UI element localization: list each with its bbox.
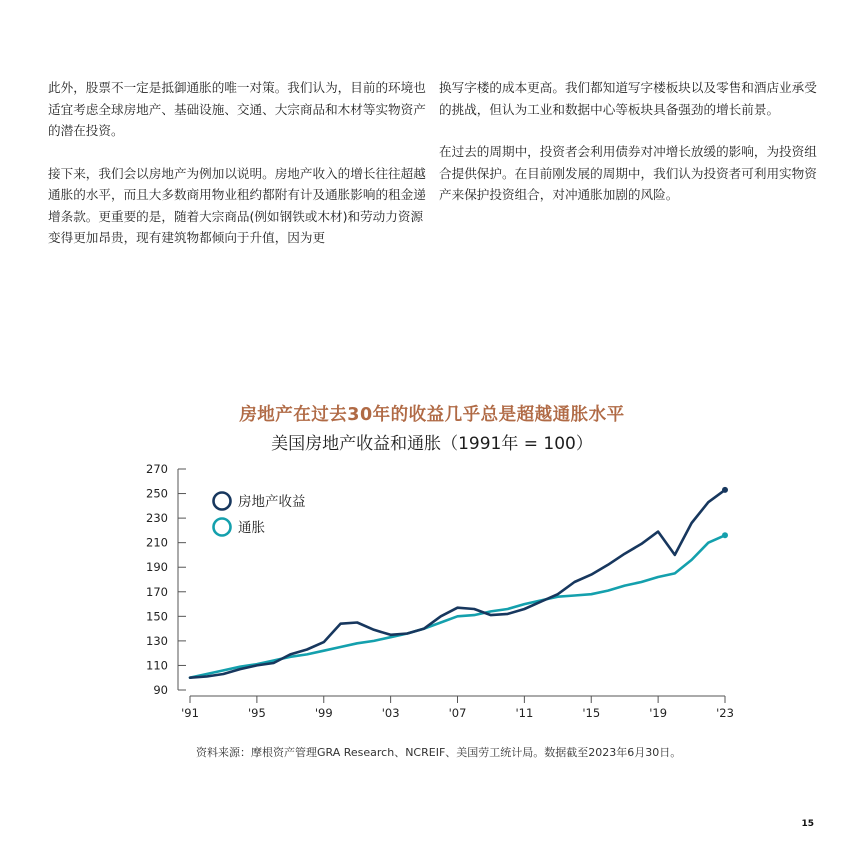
chart-title: 房地产在过去30年的收益几乎总是超越通胀水平 [239,405,625,425]
legend-marker [214,519,231,536]
page-number: 15 [801,819,814,829]
series-end-point [722,532,728,538]
x-tick-label: '99 [314,706,333,720]
paragraph: 在过去的周期中，投资者会利用债券对冲增长放缓的影响，为投资组合提供保护。在目前刚发展的周期中，我们认为投资者可利用实物资产来保护投资组合，对冲通胀加剧的风险。 [439,144,817,202]
x-tick-label: '15 [582,706,601,720]
legend-label: 房地产收益 [238,494,306,510]
x-tick-label: '23 [716,706,734,720]
paragraph: 换写字楼的成本更高。我们都知道写字楼板块以及零售和酒店业承受的挑战，但认为工业和数据中心等板块具备强劲的增长前景。 [439,80,817,117]
paragraph: 接下来，我们会以房地产为例加以说明。房地产收入的增长往往超越通胀的水平，而且大多数商用物业租约都附有计及通胀影响的租金递增条款。更重要的是，随着大宗商品(例如钢铁或木材)和劳动力资源变得更加昂贵，现有建筑物都倾向于升值，因为更 [48,165,426,245]
x-tick-label: '91 [181,706,199,720]
x-tick-label: '07 [448,706,467,720]
text-column-left [48,77,426,270]
y-tick-label: 250 [146,486,168,501]
line-chart [0,455,864,730]
source-note: 资料来源：摩根资产管理GRA Research、NCREIF、美国劳工统计局。数据截至2023年6月30日。 [196,746,682,759]
series-line-real-estate [190,490,725,678]
y-tick-label: 110 [146,658,168,673]
paragraph: 此外，股票不一定是抵御通胀的唯一对策。我们认为，目前的环境也适宜考虑全球房地产、基础设施、交通、大宗商品和木材等实物资产的潜在投资。 [48,80,426,138]
legend-marker [214,493,231,510]
y-tick-label: 230 [146,511,168,526]
series-end-point [722,487,728,493]
text-column-right [439,77,817,227]
y-tick-label: 130 [146,633,168,648]
y-tick-label: 170 [146,584,168,599]
x-tick-label: '11 [515,706,534,720]
y-tick-label: 90 [153,683,168,697]
chart-subtitle: 美国房地产收益和通胀（1991年 = 100） [271,434,593,454]
y-tick-label: 270 [146,462,168,476]
y-tick-label: 190 [146,560,168,575]
y-tick-label: 150 [146,609,168,624]
legend-label: 通胀 [238,520,265,536]
x-tick-label: '95 [247,706,266,720]
y-tick-label: 210 [146,535,168,550]
x-tick-label: '19 [649,706,668,720]
x-tick-label: '03 [381,706,400,720]
